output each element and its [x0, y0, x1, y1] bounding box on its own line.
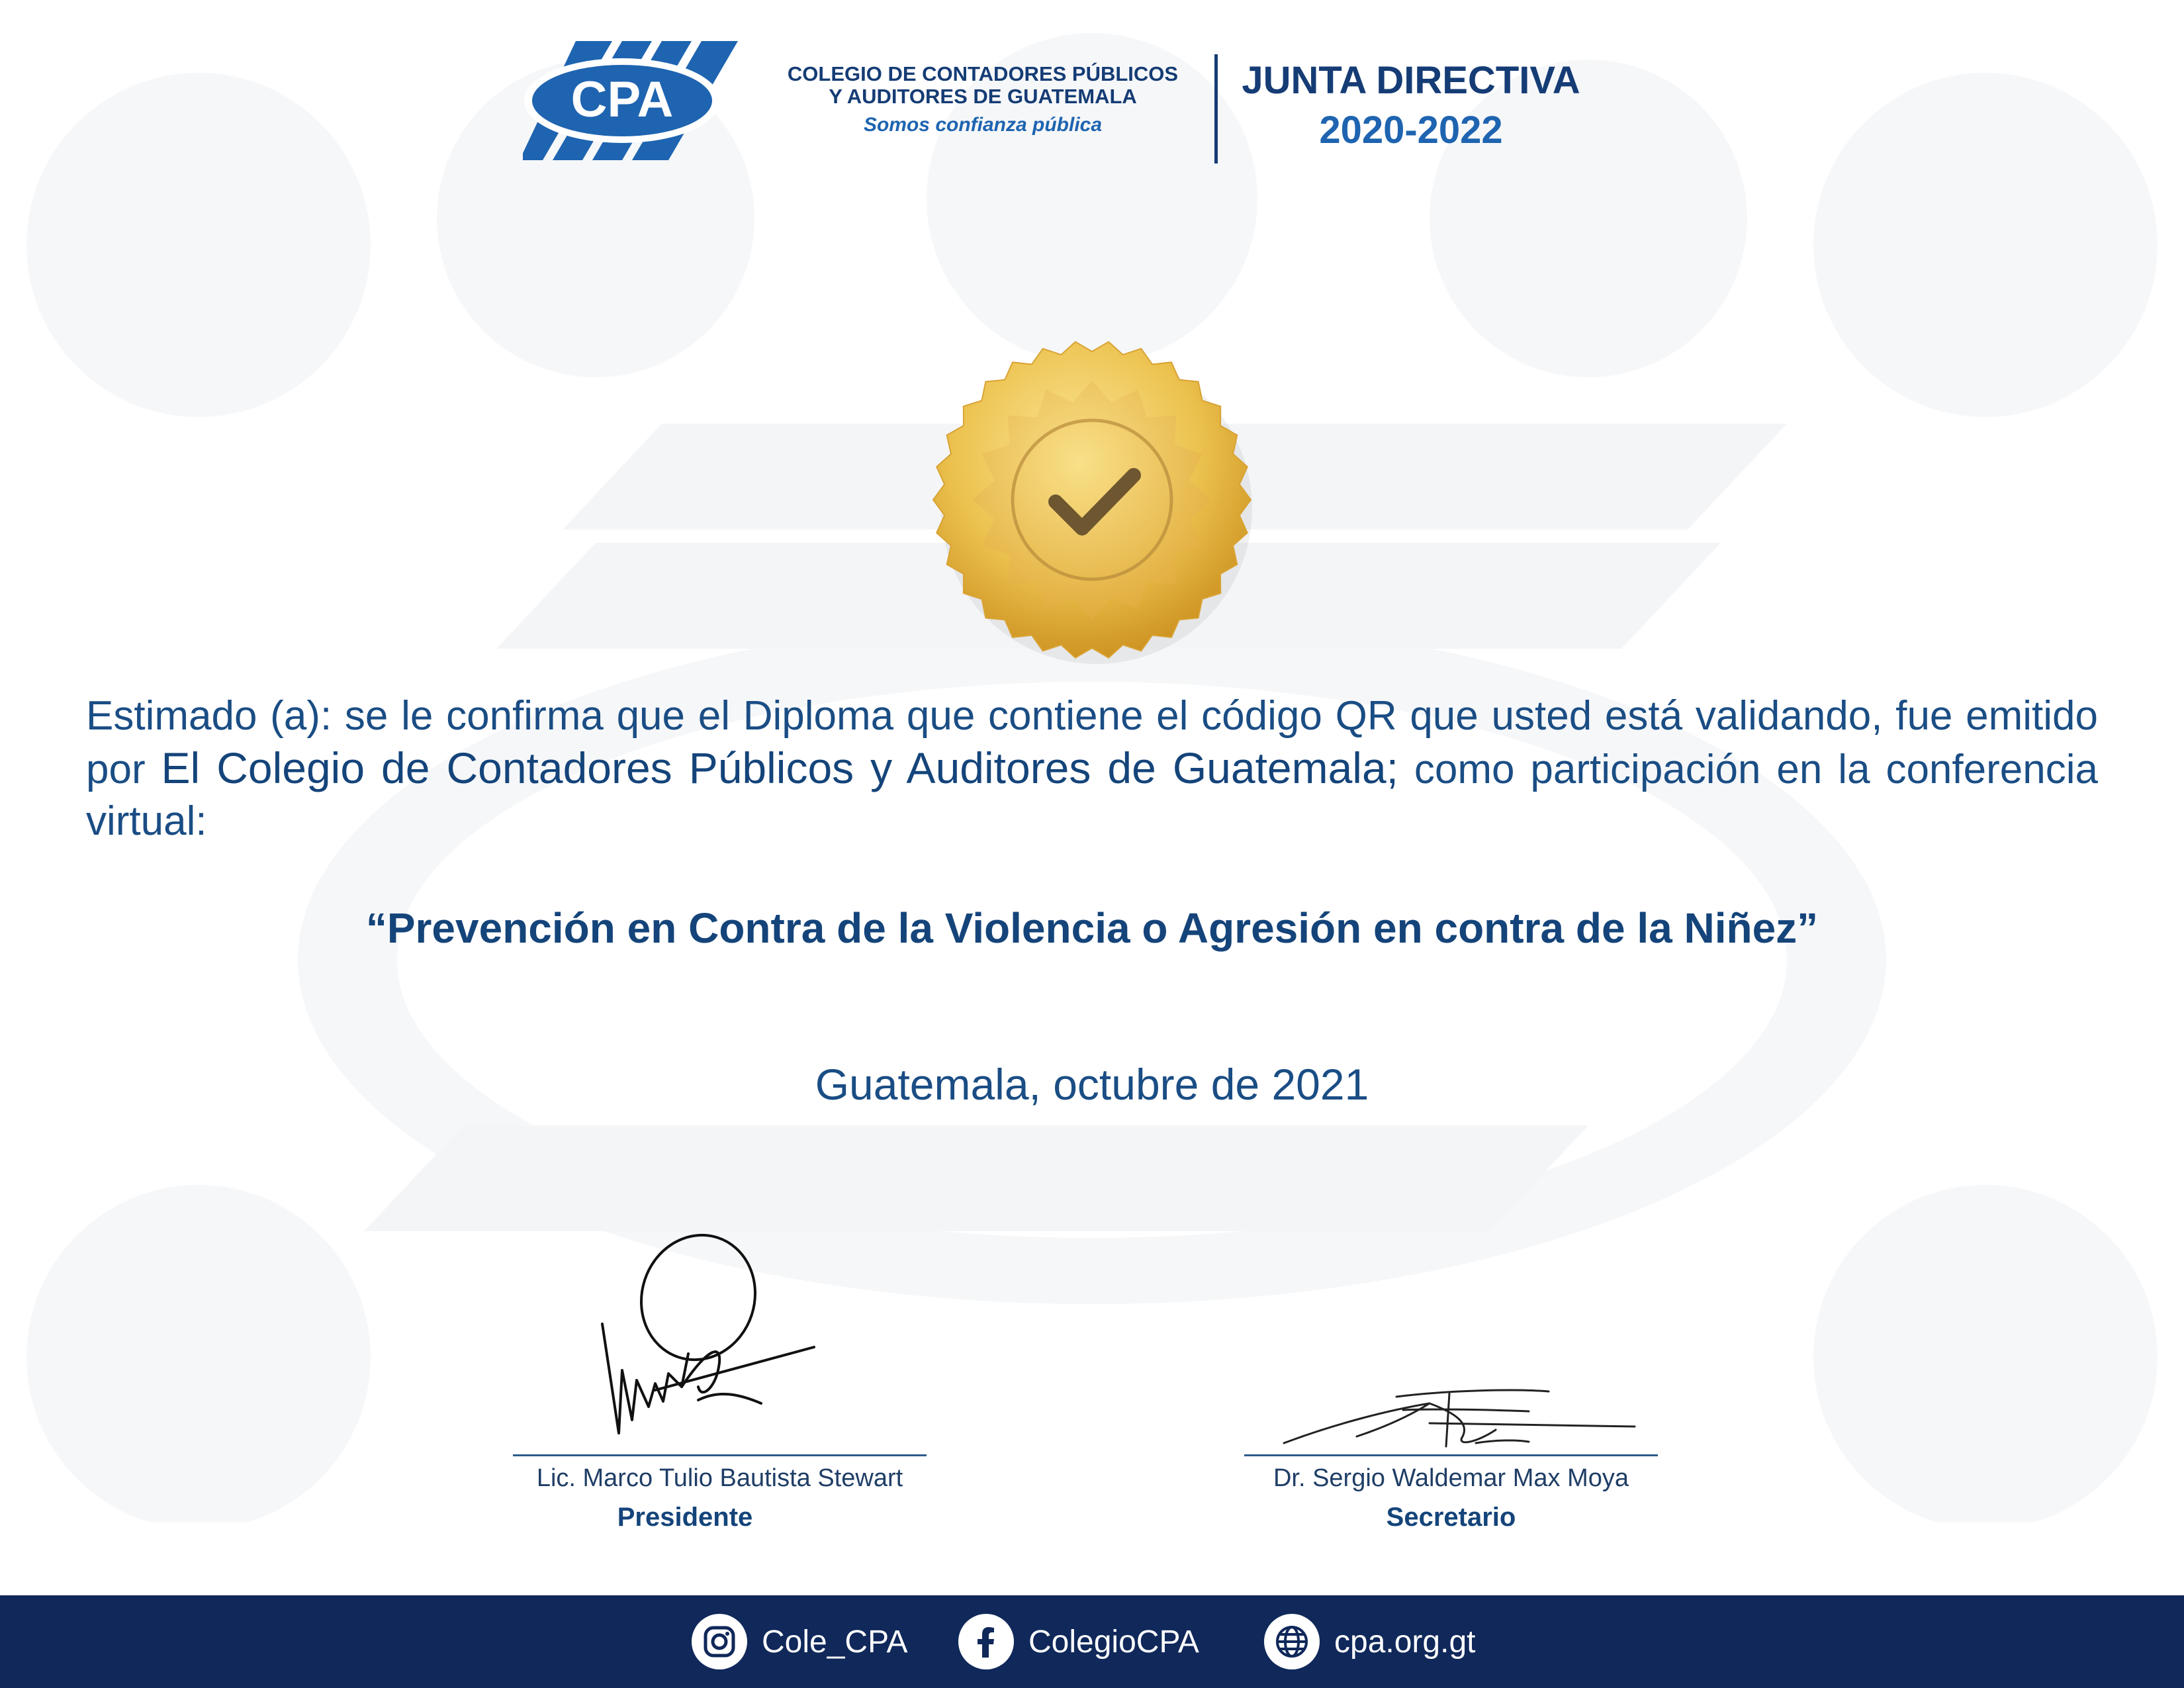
instagram-link[interactable]: [692, 1614, 908, 1669]
president-role: Presidente: [617, 1503, 753, 1532]
secretary-signature: [1277, 1383, 1648, 1463]
org-name-line1: COLEGIO DE CONTADORES PÚBLICOS: [787, 62, 1179, 85]
facebook-handle: ColegioCPA: [1028, 1624, 1199, 1660]
board-years: 2020-2022: [1319, 109, 1503, 152]
confirmation-text-start: Estimado (a): se le confirma que el Diploma que contiene el código QR que usted está validando, fue emitido por: [86, 693, 2098, 792]
president-name: Lic. Marco Tulio Bautista Stewart: [536, 1464, 903, 1492]
website-url: cpa.org.gt: [1334, 1624, 1476, 1660]
secretary-role: Secretario: [1386, 1503, 1516, 1532]
board-title: JUNTA DIRECTIVA: [1242, 59, 1580, 102]
issuer-name: El Colegio de Contadores Públicos y Auditores de Guatemala;: [161, 743, 1399, 792]
place-date: Guatemala, octubre de 2021: [815, 1060, 1369, 1109]
globe-icon: [1264, 1614, 1320, 1669]
facebook-link[interactable]: [958, 1614, 1199, 1669]
instagram-handle: Cole_CPA: [762, 1624, 908, 1660]
facebook-icon: [958, 1614, 1014, 1669]
cpa-logo: [523, 41, 738, 160]
header-divider: [1214, 54, 1218, 164]
instagram-icon: [692, 1614, 747, 1669]
president-signature-line: [513, 1454, 927, 1456]
footer-bar: [0, 1595, 2184, 1688]
org-tagline: Somos confianza pública: [863, 114, 1103, 136]
org-name-line2: Y AUDITORES DE GUATEMALA: [829, 85, 1137, 108]
president-signature: [582, 1228, 821, 1446]
cpa-logo-text: CPA: [570, 71, 674, 128]
check-seal-icon: [923, 331, 1261, 669]
secretary-signature-line: [1244, 1454, 1658, 1456]
org-name: [768, 63, 1198, 108]
secretary-name: Dr. Sergio Waldemar Max Moya: [1273, 1464, 1629, 1492]
event-title: “Prevención en Contra de la Violencia o Agresión en contra de la Niñez”: [365, 904, 1819, 952]
confirmation-text: [86, 690, 2098, 847]
confirmation-text-end: como participación en la conferencia virtual:: [86, 747, 2098, 844]
website-link[interactable]: [1264, 1614, 1475, 1669]
